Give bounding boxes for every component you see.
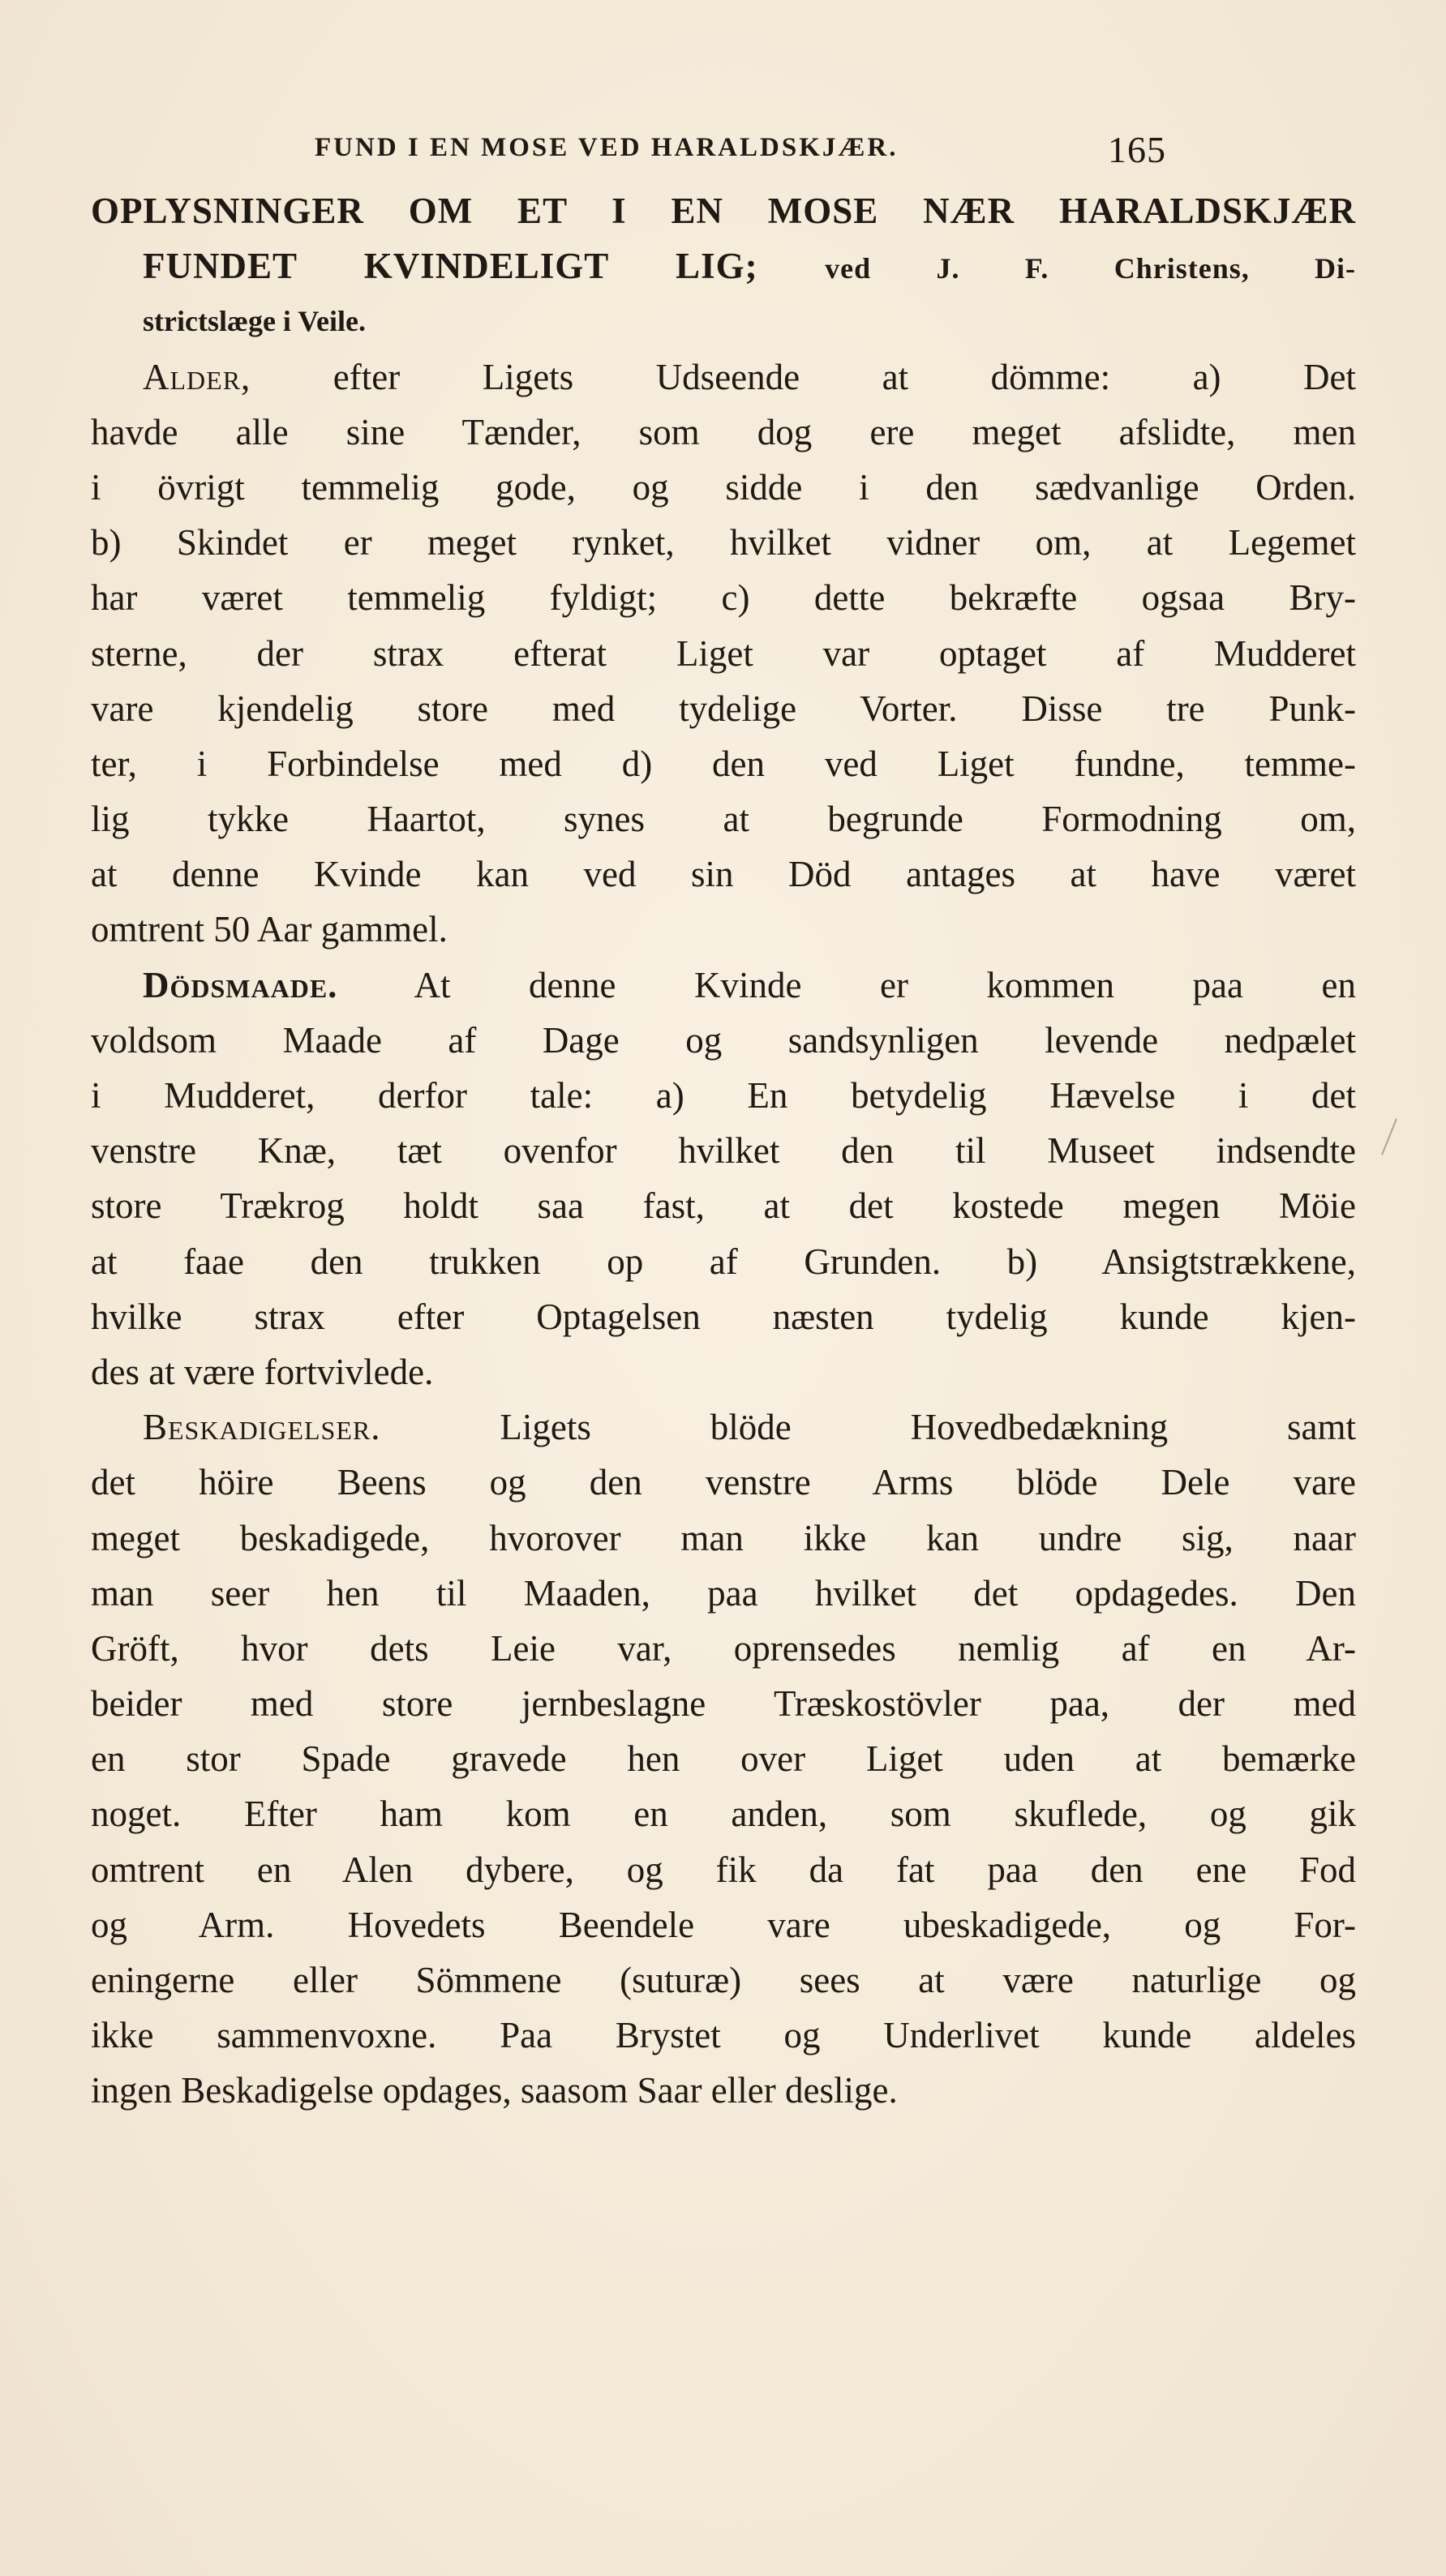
section-beskadigelser-line-11: ikke sammenvoxne. Paa Brystet og Underlivet kunde aldeles xyxy=(91,2015,1356,2056)
section-beskadigelser-line-3: man seer hen til Maaden, paa hvilket det opdagedes. Den xyxy=(91,1572,1356,1614)
section-doedsmaade-line-6: hvilke strax efter Optagelsen næsten tydelig kunde kjen- xyxy=(91,1296,1356,1337)
section-doedsmaade-line-7: des at være fortvivlede. xyxy=(91,1351,434,1392)
section-alder-heading: Alder, xyxy=(143,356,251,397)
section-doedsmaade-text-0: At denne Kvinde er kommen paa en xyxy=(414,964,1356,1005)
page-number: 165 xyxy=(1108,129,1166,170)
section-alder-line-9: at denne Kvinde kan ved sin Död antages at have været xyxy=(91,854,1356,895)
margin-pencil-mark xyxy=(1381,1118,1397,1155)
article-title-line-1: OPLYSNINGER OM ET I EN MOSE NÆR HARALDSKJÆR xyxy=(91,191,1356,231)
section-alder-line-10: omtrent 50 Aar gammel. xyxy=(91,909,448,950)
section-beskadigelser-line-8: omtrent en Alen dybere, og fik da fat paa den ene Fod xyxy=(91,1849,1356,1890)
section-beskadigelser-line-4: Gröft, hvor dets Leie var, oprensedes nemlig af en Ar- xyxy=(91,1627,1356,1669)
article-byline: ved J. F. Christens, Di- xyxy=(825,252,1356,285)
section-beskadigelser-heading: Beskadigelser. xyxy=(143,1407,381,1448)
article-title-line-2 xyxy=(91,238,1356,294)
section-doedsmaade-line-1: voldsom Maade af Dage og sandsynligen levende nedpælet xyxy=(91,1019,1356,1061)
article-title-line-3: strictslæge i Veile. xyxy=(143,305,366,338)
section-doedsmaade-line-3: venstre Knæ, tæt ovenfor hvilket den til Museet indsendte xyxy=(91,1130,1356,1172)
section-alder-line-8: lig tykke Haartot, synes at begrunde Formodning om, xyxy=(91,799,1356,840)
section-doedsmaade-line-0 xyxy=(91,958,1356,1013)
section-alder-line-1: havde alle sine Tænder, som dog ere meget afslidte, men xyxy=(91,411,1356,452)
section-doedsmaade-line-2: i Mudderet, derfor tale: a) En betydelig Hævelse i det xyxy=(91,1075,1356,1116)
section-beskadigelser-line-9: og Arm. Hovedets Beendele vare ubeskadigede, og For- xyxy=(91,1904,1356,1945)
section-beskadigelser-line-6: en stor Spade gravede hen over Liget uden at bemærke xyxy=(91,1738,1356,1780)
section-alder-line-3: b) Skindet er meget rynket, hvilket vidner om, at Legemet xyxy=(91,522,1356,564)
article-text xyxy=(91,183,1356,2119)
section-alder-line-4: har været temmelig fyldigt; c) dette bekræfte ogsaa Bry- xyxy=(91,577,1356,619)
section-beskadigelser-line-2: meget beskadigede, hvorover man ikke kan undre sig, naar xyxy=(91,1517,1356,1558)
section-alder-line-2: i övrigt temmelig gode, og sidde i den sædvanlige Orden. xyxy=(91,466,1356,508)
section-beskadigelser-line-5: beider med store jernbeslagne Træskostövler paa, der med xyxy=(91,1683,1356,1725)
section-doedsmaade-line-4: store Trækrog holdt saa fast, at det kostede megen Möie xyxy=(91,1185,1356,1227)
section-beskadigelser-line-1: det höire Beens og den venstre Arms blöde Dele vare xyxy=(91,1462,1356,1503)
section-beskadigelser-line-7: noget. Efter ham kom en anden, som skuflede, og gik xyxy=(91,1794,1356,1835)
section-beskadigelser-line-12: ingen Beskadigelse opdages, saasom Saar eller deslige. xyxy=(91,2070,898,2111)
section-beskadigelser-line-10: eningerne eller Sömmene (suturæ) sees at være naturlige og xyxy=(91,1960,1356,2000)
section-alder-line-7: ter, i Forbindelse med d) den ved Liget fundne, temme- xyxy=(91,743,1356,784)
section-alder-line-0 xyxy=(91,349,1356,405)
section-alder-text-0: efter Ligets Udseende at dömme: a) Det xyxy=(333,356,1356,397)
section-beskadigelser-text-0: Ligets blöde Hovedbedækning samt xyxy=(500,1407,1356,1448)
running-head xyxy=(315,128,1166,177)
article-title-main: FUNDET KVINDELIGT LIG; xyxy=(143,246,758,287)
section-beskadigelser-line-0 xyxy=(91,1399,1356,1455)
section-alder-line-5: sterne, der strax efterat Liget var optaget af Mudderet xyxy=(91,632,1356,674)
running-title: FUND I EN MOSE VED HARALDSKJÆR. xyxy=(315,133,899,162)
section-doedsmaade-line-5: at faae den trukken op af Grunden. b) Ansigtstrækkene, xyxy=(91,1241,1356,1282)
section-alder-line-6: vare kjendelig store med tydelige Vorter. Disse tre Punk- xyxy=(91,688,1356,729)
section-doedsmaade-heading: Dödsmaade. xyxy=(143,964,338,1005)
